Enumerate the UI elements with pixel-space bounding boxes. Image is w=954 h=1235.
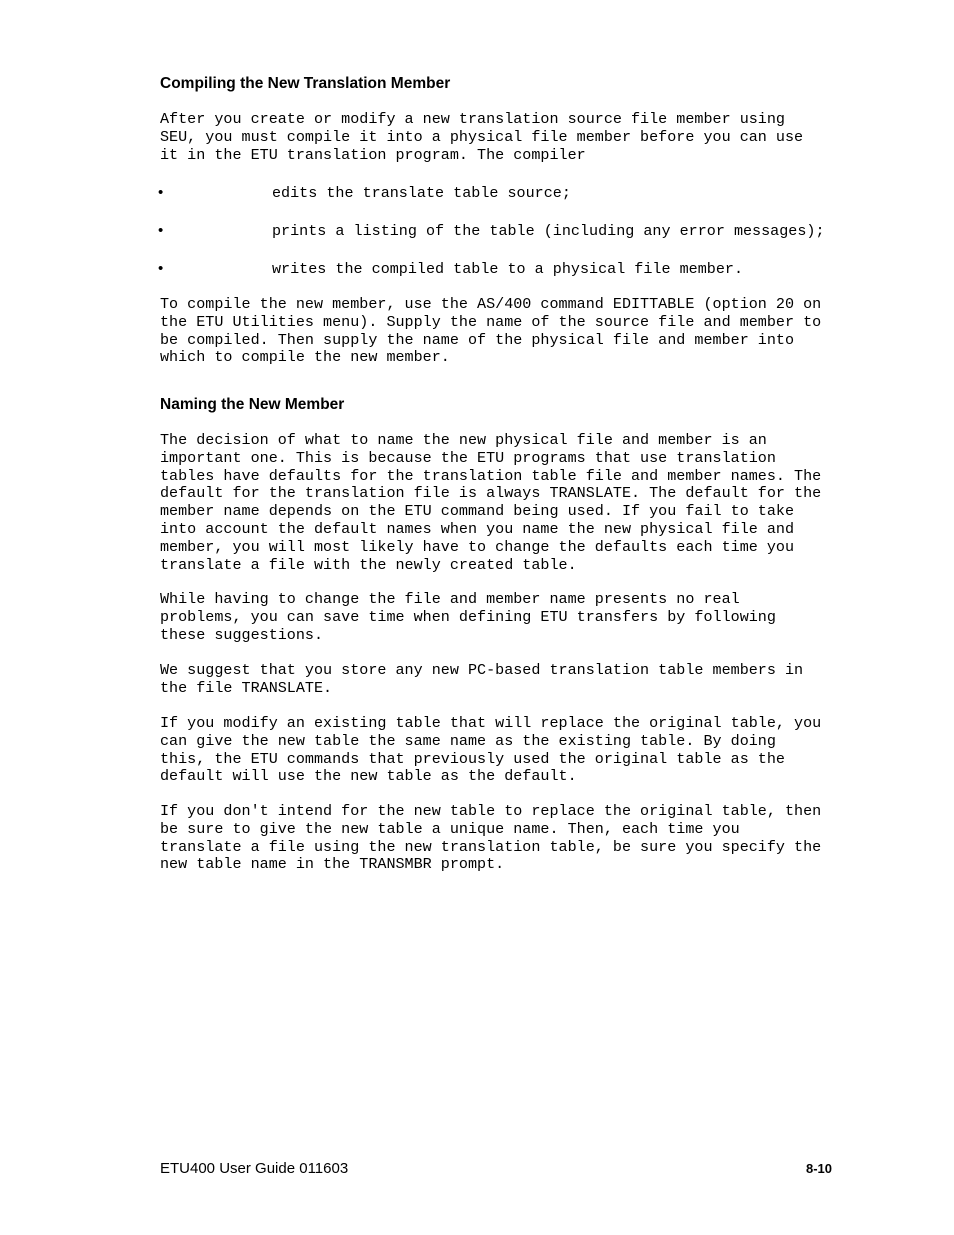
bullet-icon: • [158, 184, 164, 201]
footer-document-title: ETU400 User Guide 011603 [160, 1160, 349, 1177]
list-item: prints a listing of the table (including any error messages); [272, 222, 825, 240]
compile-instructions-paragraph: To compile the new member, use the AS/400 command EDITTABLE (option 20 on the ETU Utilities menu). Supply the name of the source file and member to be compiled. Then supply the name of the physical file and member into which to compile the new member. [160, 295, 822, 367]
body-paragraph: While having to change the file and member name presents no real problems, you can save time when defining ETU transfers by following these suggestions. [160, 590, 776, 644]
list-item: writes the compiled table to a physical file member. [272, 260, 744, 278]
footer-page-number: 8-10 [806, 1161, 833, 1176]
section-heading-compiling: Compiling the New Translation Member [160, 75, 451, 92]
bullet-icon: • [158, 222, 164, 239]
bullet-icon: • [158, 260, 164, 277]
body-paragraph: The decision of what to name the new physical file and member is an important one. This is because the ETU programs that use translation tables have defaults for the translation table file and member names. The default for the translation file is always TRANSLATE. The default for the member name depends on the ETU command being used. If you fail to take into account the default names when you name the new physical file and member, you will most likely have to change the defaults each time you translate a file with the newly created table. [160, 431, 822, 574]
body-paragraph: If you don't intend for the new table to replace the original table, then be sure to give the new table a unique name. Then, each time you translate a file using the new translation table, be sure you specify the new table name in the TRANSMBR prompt. [160, 802, 822, 874]
body-paragraph: If you modify an existing table that will replace the original table, you can give the new table the same name as the existing table. By doing this, the ETU commands that previously used the original table as the default will use the new table as the default. [160, 714, 822, 786]
section-heading-naming: Naming the New Member [160, 396, 345, 413]
list-item: edits the translate table source; [272, 184, 571, 202]
body-paragraph: We suggest that you store any new PC-based translation table members in the file TRANSLATE. [160, 661, 804, 697]
intro-paragraph: After you create or modify a new translation source file member using SEU, you must compile it into a physical file member before you can use it in the ETU translation program. The compiler [160, 110, 804, 164]
